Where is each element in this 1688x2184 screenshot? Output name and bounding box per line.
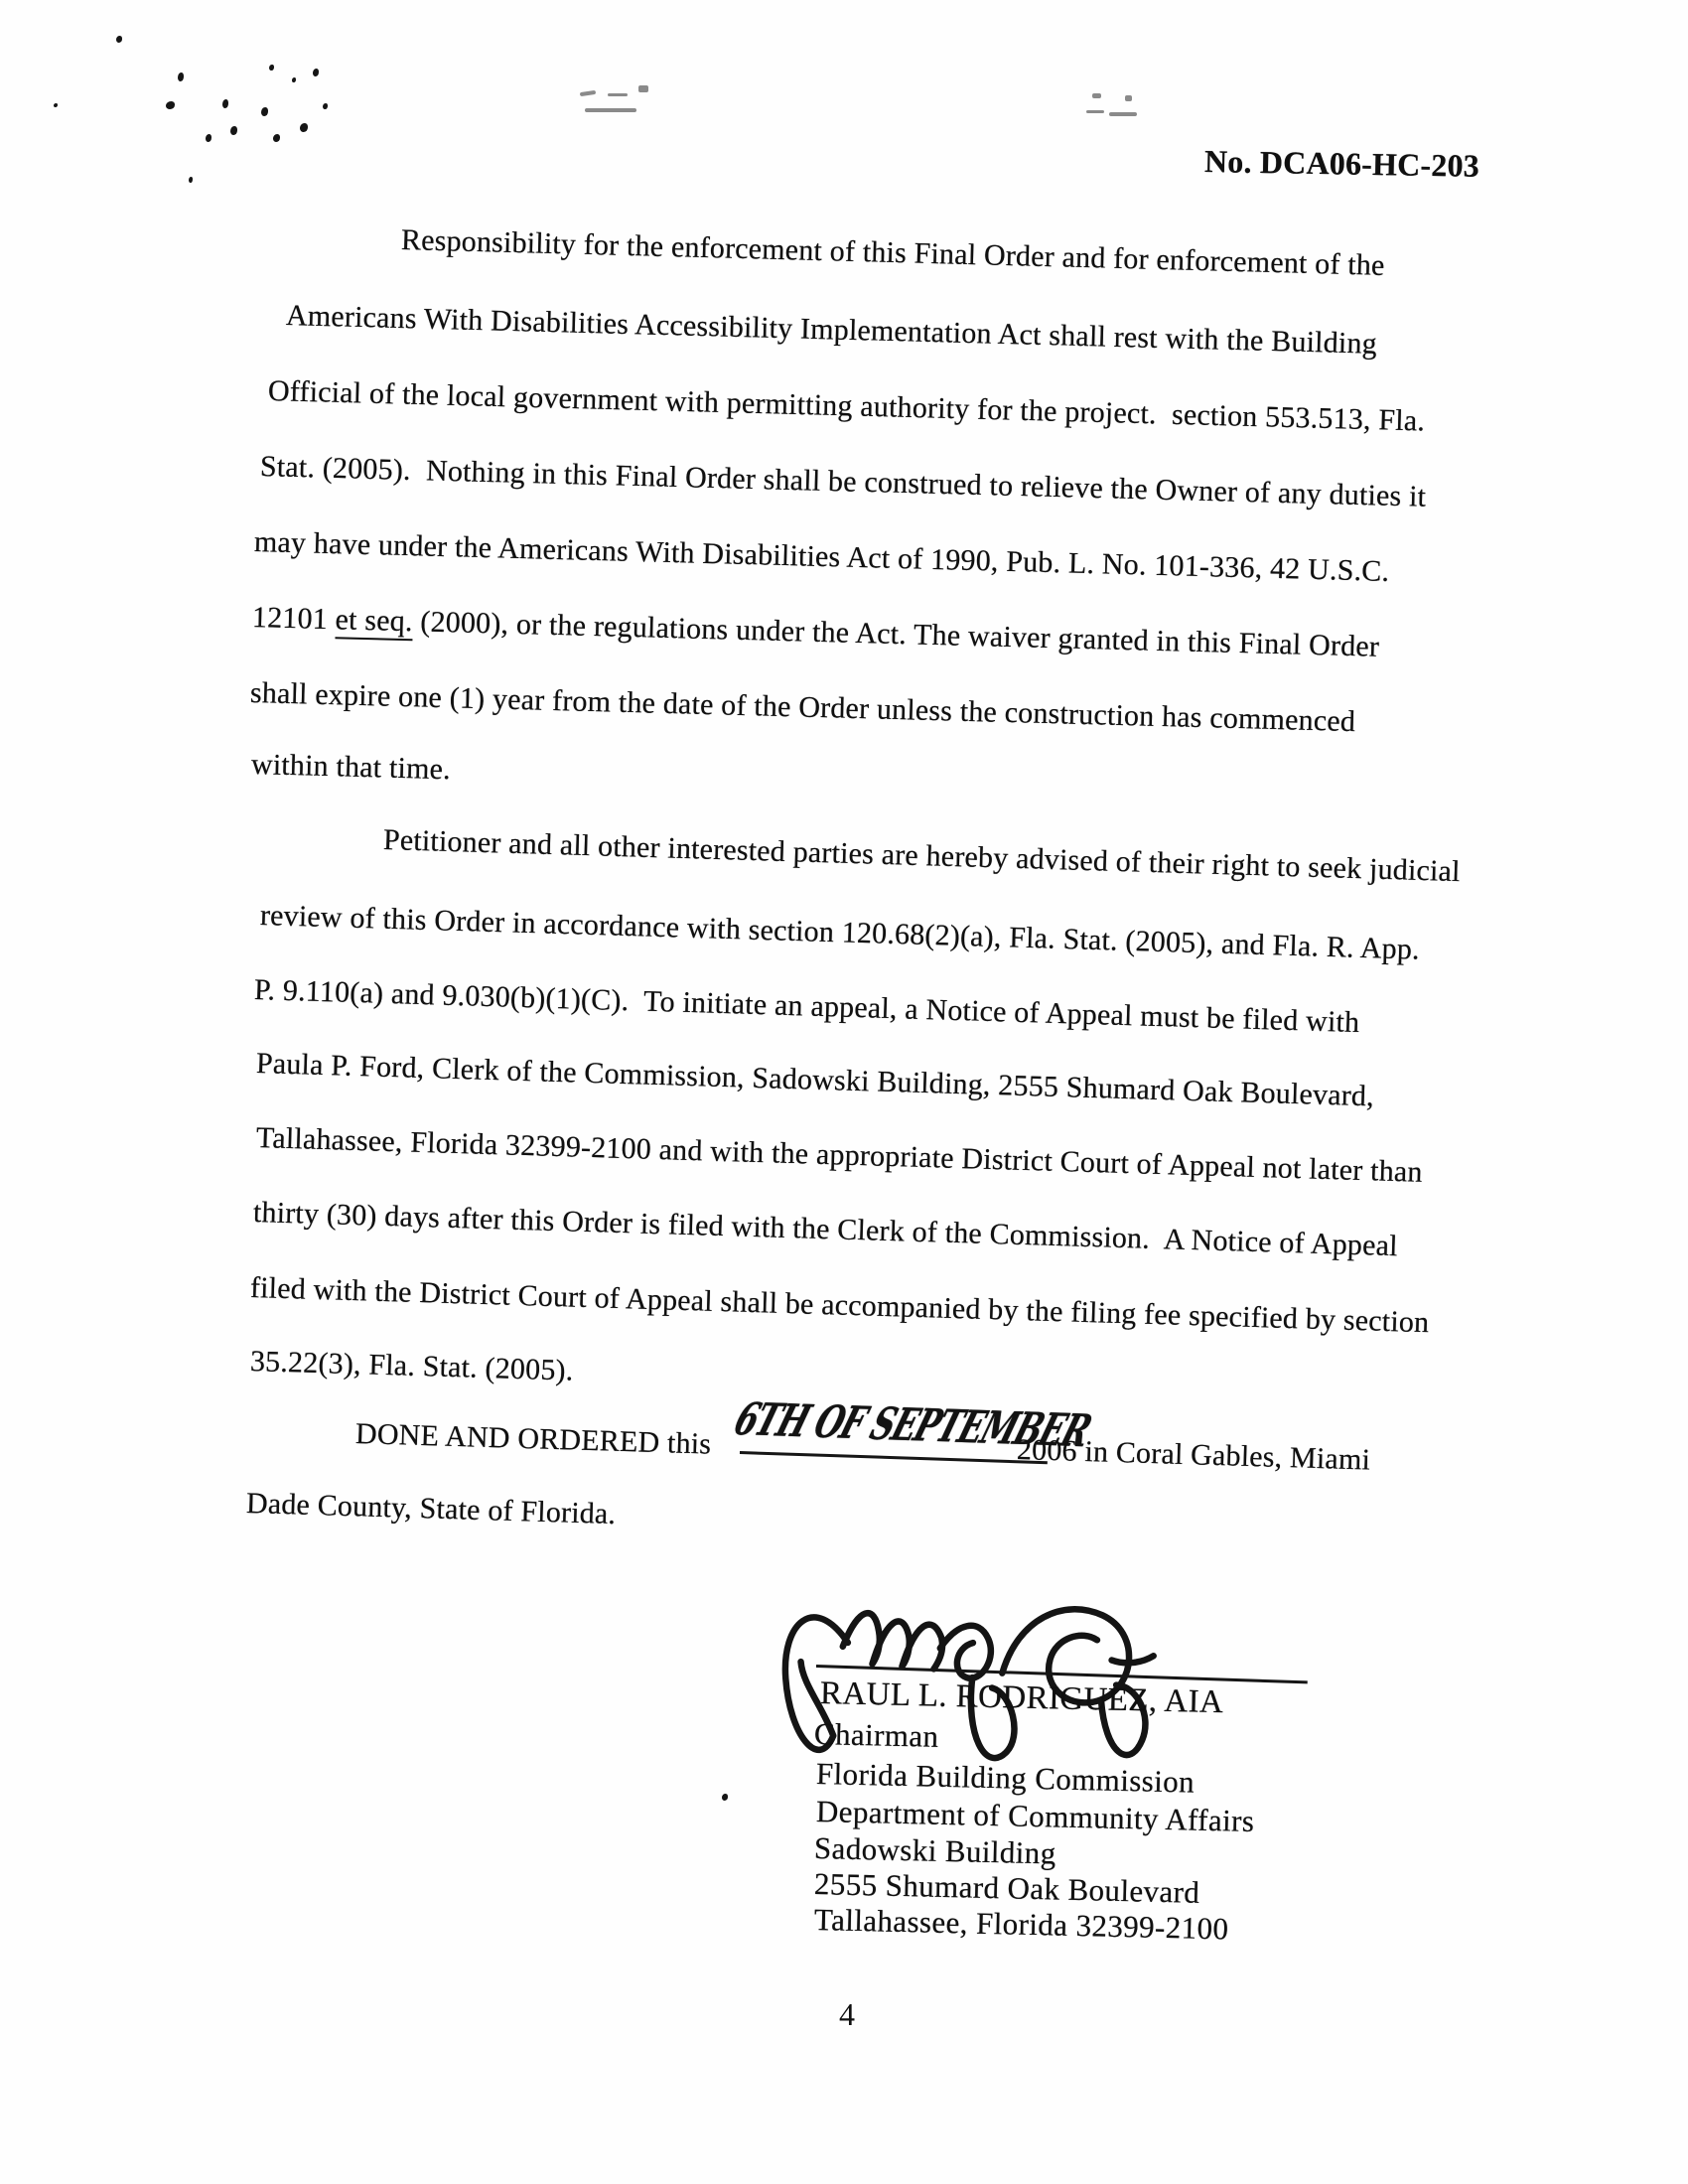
scan-speckle <box>222 99 228 108</box>
scan-speckle <box>722 1794 728 1801</box>
scan-speckle <box>116 36 122 43</box>
underlined-citation: et seq. <box>335 603 413 641</box>
typed-year-location: 2006 in Coral Gables, Miami <box>1016 1433 1371 1477</box>
body-line: Tallahassee, Florida 32399-2100 and with the appropriate District Court of Appeal not later than <box>255 1121 1424 1189</box>
body-line: Americans With Disabilities Accessibility Implementation Act shall rest with the Building <box>285 299 1378 361</box>
signatory-name: RAUL L. RODRIGUEZ, AIA <box>819 1675 1224 1721</box>
body-line: Official of the local government with permitting authority for the project. section 553.513, Fla. <box>267 374 1426 438</box>
body-line: Stat. (2005). Nothing in this Final Order shall be construed to relieve the Owner of any duties it <box>259 450 1427 513</box>
scan-speckle <box>189 177 193 183</box>
scan-smudge <box>1092 93 1101 98</box>
body-line: may have under the Americans With Disabilities Act of 1990, Pub. L. No. 101-336, 42 U.S.C. <box>253 525 1390 588</box>
signatory-building: Sadowski Building <box>813 1830 1056 1871</box>
scan-speckle <box>323 103 328 109</box>
scan-speckle <box>300 123 308 132</box>
handwritten-date: 6TH OF SEPTEMBER <box>728 1392 1097 1458</box>
body-line-segment: (2000), or the regulations under the Act. The waiver granted in this Final Order <box>412 605 1380 663</box>
scan-speckle <box>54 103 58 107</box>
done-ordered-text: DONE AND ORDERED this <box>354 1417 712 1461</box>
signatory-city: Tallahassee, Florida 32399-2100 <box>813 1902 1229 1947</box>
scan-speckle <box>313 69 319 76</box>
scan-speckle <box>230 126 237 135</box>
scan-speckle <box>206 134 211 142</box>
body-line: thirty (30) days after this Order is filed with the Clerk of the Commission. A Notice of Appeal <box>252 1196 1399 1263</box>
dade-county-line: Dade County, State of Florida. <box>245 1487 617 1531</box>
body-line-segment: 12101 <box>251 601 337 637</box>
scan-smudge <box>580 90 596 96</box>
scan-speckle <box>261 107 268 116</box>
signatory-street: 2555 Shumard Oak Boulevard <box>813 1866 1200 1910</box>
body-line: within that time. <box>250 748 452 787</box>
body-line: review of this Order in accordance with section 120.68(2)(a), Fla. Stat. (2005), and Fla. R. App. <box>259 899 1421 966</box>
signatory-title: Chairman <box>813 1716 939 1754</box>
scan-speckle <box>292 77 296 82</box>
scan-speckle <box>273 134 280 142</box>
scan-smudge <box>585 108 636 112</box>
signatory-org: Florida Building Commission <box>815 1756 1196 1800</box>
body-line: 35.22(3), Fla. Stat. (2005). <box>249 1345 574 1387</box>
signatory-dept: Department of Community Affairs <box>815 1794 1255 1839</box>
scan-smudge <box>608 93 628 96</box>
body-line: Paula P. Ford, Clerk of the Commission, Sadowski Building, 2555 Shumard Oak Boulevard, <box>255 1047 1375 1113</box>
scan-speckle <box>166 101 175 109</box>
body-line: shall expire one (1) year from the date of the Order unless the construction has commenced <box>249 676 1356 739</box>
body-line: Responsibility for the enforcement of this Final Order and for enforcement of the <box>400 223 1386 282</box>
scan-speckle <box>178 73 184 81</box>
scan-smudge <box>638 85 648 92</box>
scan-smudge <box>1125 95 1132 101</box>
page-number: 4 <box>839 1996 855 2032</box>
body-line: P. 9.110(a) and 9.030(b)(1)(C). To initiate an appeal, a Notice of Appeal must be filed with <box>253 973 1360 1040</box>
scan-speckle <box>269 65 274 71</box>
scan-smudge <box>1109 112 1137 116</box>
body-line: filed with the District Court of Appeal shall be accompanied by the filing fee specified by section <box>249 1271 1430 1340</box>
scan-smudge <box>1086 110 1104 113</box>
body-line <box>251 598 1379 666</box>
case-number: No. DCA06-HC-203 <box>1203 143 1480 184</box>
body-line: Petitioner and all other interested parties are hereby advised of their right to seek judicial <box>382 823 1462 889</box>
